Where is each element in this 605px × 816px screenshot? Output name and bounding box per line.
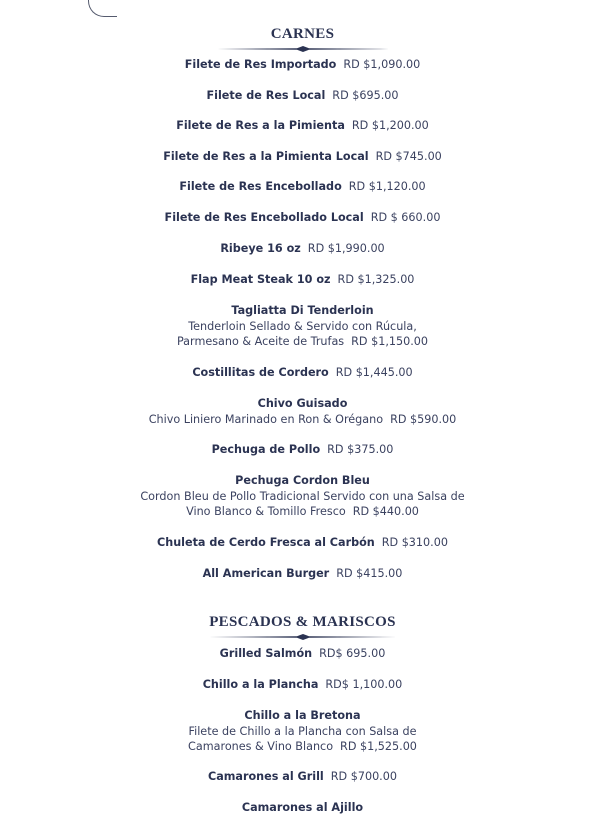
menu-item-price: RD $1,990.00 <box>307 242 385 255</box>
menu-item-name: Flap Meat Steak 10 oz <box>190 273 331 286</box>
menu-item-price: RD $745.00 <box>375 150 442 163</box>
menu-item-price: RD $310.00 <box>381 536 448 549</box>
section-title: CARNES <box>270 26 335 42</box>
section-header-carnes <box>0 25 605 53</box>
menu-item-price: RD $1,445.00 <box>335 366 413 379</box>
menu-item-name: Filete de Res Importado <box>184 58 337 71</box>
menu-item <box>0 535 605 551</box>
menu-item-price: RD $700.00 <box>330 770 397 783</box>
menu-item-price: RD $ 660.00 <box>370 211 441 224</box>
menu-item-name: Pechuga de Pollo <box>211 443 321 456</box>
menu-item-name: Camarones al Ajillo <box>241 801 364 814</box>
menu-item-name: Chuleta de Cerdo Fresca al Carbón <box>157 536 375 549</box>
menu-item-name: Costillitas de Cordero <box>192 366 329 379</box>
menu-item-name: Tagliatta Di Tenderloin <box>231 304 374 317</box>
menu-item-price: RD $375.00 <box>327 443 394 456</box>
menu-item-price: RD $1,090.00 <box>343 58 421 71</box>
menu-item-price: RD $1,200.00 <box>351 119 429 132</box>
menu-item-price: RD $1,525.00 <box>340 740 417 753</box>
page-corner-curl-mark <box>88 0 117 17</box>
menu-item <box>0 769 605 785</box>
menu-item-name: Pechuga Cordon Bleu <box>235 474 370 487</box>
menu-item <box>0 442 605 458</box>
menu-item-description: Tenderloin Sellado & Servido con Rúcula, <box>188 319 417 333</box>
menu-item <box>0 365 605 381</box>
menu-item-name: Camarones al Grill <box>208 770 324 783</box>
menu-item <box>0 473 605 520</box>
menu-item-name: Filete de Res Encebollado Local <box>164 211 364 224</box>
menu-item <box>0 566 605 582</box>
menu-item-name: Chillo a la Bretona <box>244 709 361 722</box>
menu-item-description: Vino Blanco & Tomillo Fresco <box>186 505 346 518</box>
menu-item <box>0 708 605 755</box>
menu-item <box>0 303 605 350</box>
menu-item-name: Grilled Salmón <box>219 647 313 660</box>
menu-item-name: Filete de Res a la Pimienta Local <box>163 150 369 163</box>
menu-item-description: Parmesano & Aceite de Trufas <box>176 335 345 348</box>
menu-item-name: Filete de Res Encebollado <box>179 180 342 193</box>
menu-item <box>0 149 605 165</box>
menu-item <box>0 800 605 816</box>
menu-item-name: Filete de Res Local <box>206 89 326 102</box>
menu-item-price: RD $1,120.00 <box>348 180 426 193</box>
menu-item <box>0 57 605 73</box>
menu-item-name: Filete de Res a la Pimienta <box>176 119 345 132</box>
section-title: PESCADOS & MARISCOS <box>209 614 396 630</box>
menu-item <box>0 396 605 427</box>
menu-item <box>0 118 605 134</box>
menu-item-price: RD $440.00 <box>352 505 419 518</box>
menu-item <box>0 677 605 693</box>
menu-item-price: RD $590.00 <box>390 412 457 426</box>
menu-item <box>0 272 605 288</box>
section-header-pescados-mariscos <box>0 613 605 641</box>
menu-item-price: RD$ 695.00 <box>319 647 386 660</box>
menu-item-price: RD $415.00 <box>336 567 403 580</box>
menu-item-description: Cordon Bleu de Pollo Tradicional Servido con una Salsa de <box>140 489 465 503</box>
menu-item-price: RD $1,150.00 <box>351 335 429 348</box>
ornamental-divider-icon <box>205 633 401 641</box>
menu-item-name: Chivo Guisado <box>257 397 348 410</box>
menu-item-name: Chillo a la Plancha <box>202 678 319 691</box>
ornamental-divider-icon <box>213 45 393 53</box>
menu-item <box>0 210 605 226</box>
menu-item-price: RD $1,325.00 <box>337 273 415 286</box>
menu-item-price: RD$ 1,100.00 <box>325 678 403 691</box>
menu-item-price: RD $695.00 <box>332 89 399 102</box>
menu-item-name: All American Burger <box>202 567 330 580</box>
menu-item <box>0 179 605 195</box>
menu-item <box>0 241 605 257</box>
menu-item-name: Ribeye 16 oz <box>220 242 301 255</box>
menu-item <box>0 646 605 662</box>
menu-item <box>0 88 605 104</box>
menu-item-description: Filete de Chillo a la Plancha con Salsa de <box>188 724 417 738</box>
menu-item-description: Camarones & Vino Blanco <box>188 740 334 753</box>
menu-item-description: Chivo Liniero Marinado en Ron & Orégano <box>148 412 384 426</box>
